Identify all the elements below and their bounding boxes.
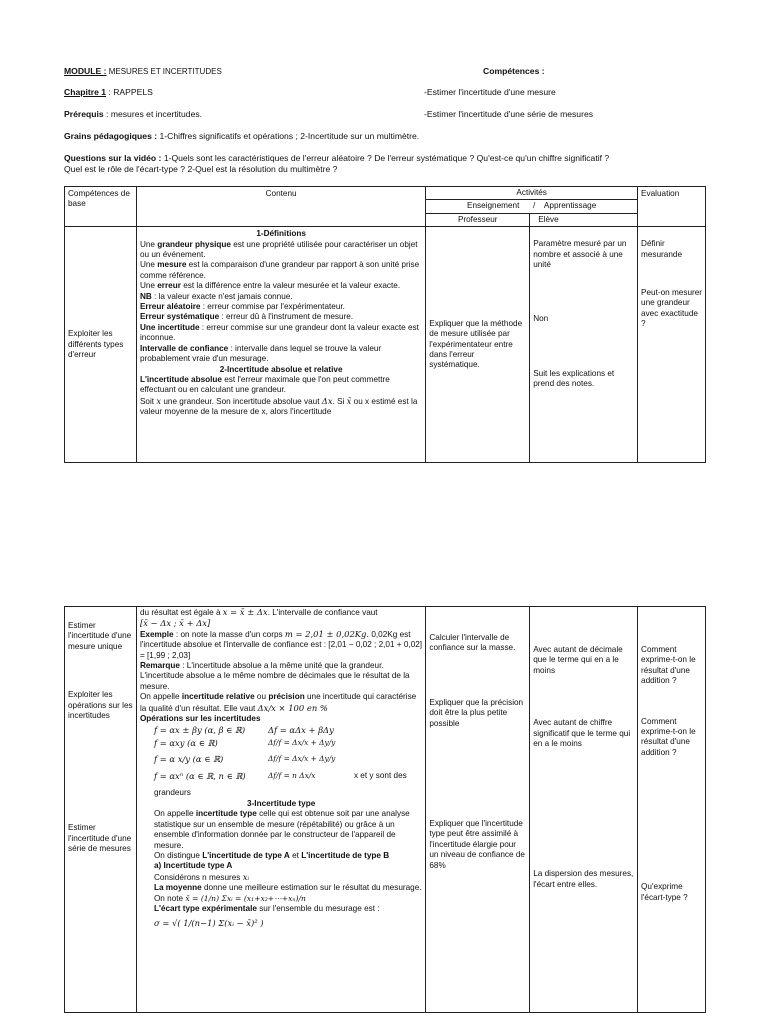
t2-type-a-consider: Considérons n mesures xᵢ xyxy=(153,871,250,882)
competence-1: -Estimer l'incertitude d'une mesure xyxy=(424,87,556,97)
t2-competences xyxy=(65,607,137,1013)
t2-prof-3: Expliquer que l'incertitude type peut être assimilé à l'incertitude élargie pour un niveau de confiance de 68% xyxy=(429,819,525,870)
prerequis-value: : mesures et incertitudes. xyxy=(103,109,203,119)
op-3: f = α x/y (α ∈ ℝ) xyxy=(153,754,224,765)
row1-eval-1: Définir mesurande xyxy=(641,239,682,259)
module-value: MESURES ET INCERTITUDES xyxy=(106,67,222,76)
module-line xyxy=(64,66,222,77)
t2-sigma-formula: σ = √( 1/(n−1) Σ(xᵢ − x̄)² ) xyxy=(153,918,264,929)
t2-evaluation xyxy=(638,607,706,1013)
t2-relative: On appelle incertitude relative ou précision une incertitude qui caractérise la qualité d'un résultat. Elle vaut Δx/x × 100 en % xyxy=(139,692,417,713)
def-nb: NB : la valeur exacte n'est jamais connue. xyxy=(139,291,293,301)
section-title-definitions: 1-Définitions xyxy=(256,229,306,239)
op-2: f = αxy (α ∈ ℝ) xyxy=(153,738,218,749)
head-eleve: Elève xyxy=(530,213,638,226)
def-soit: Soit x une grandeur. Son incertitude absolue vaut Δx. Si x̄ ou x estimé est la valeur moyenne de la mesure de x, alors l'incertitude xyxy=(139,395,418,417)
t2-comp-1: Estimer l'incertitude d'une mesure unique xyxy=(68,621,132,651)
t2-type-distinguish: On distingue L'incertitude de type A et L'incertitude de type B xyxy=(153,850,390,860)
row1-contenu xyxy=(136,227,425,463)
grains-line xyxy=(64,131,419,142)
def-erreur-aleatoire: Erreur aléatoire : erreur commise par l'expérimentateur. xyxy=(139,302,345,312)
t2-comp-2: Exploiter les opérations sur les incertitudes xyxy=(68,690,133,721)
module-label: MODULE : xyxy=(64,66,107,76)
head-enseignement-apprentissage: Enseignement / Apprentissage xyxy=(426,200,638,213)
op-4: f = αxⁿ (α ∈ ℝ, n ∈ ℝ) xyxy=(153,771,246,782)
def-grandeur: Une grandeur physique est une propriété utilisée pour caractériser un objet ou un événement. xyxy=(139,239,418,260)
t2-ecart-type: L'écart type expérimentale sur l'ensemble du mesurage est : xyxy=(153,903,380,913)
op-2b: Δf/f = Δx/x + Δy/y xyxy=(267,738,336,748)
questions-value-2: Quel est le rôle de l'écart-type ? 2-Quel est la résolution du multimètre ? xyxy=(64,164,338,174)
t2-prof-1: Calculer l'intervalle de confiance sur la masse. xyxy=(429,633,516,653)
t2-resultat: du résultat est égale à x = x̄ ± Δx. L'intervalle de confiance vaut xyxy=(139,607,378,617)
row1-professeur: Expliquer que la méthode de mesure utilisée par l'expérimentateur entre dans l'erreur systématique. xyxy=(426,227,530,463)
op-1: f = αx ± βy (α, β ∈ ℝ) xyxy=(153,725,246,736)
t2-type-a-title: a) Incertitude type A xyxy=(153,861,233,871)
pedagogy-table-2 xyxy=(64,606,706,1013)
questions-value: 1-Quels sont les caractéristiques de l'erreur aléatoire ? De l'erreur systématique ? Qu'est-ce qu'un chiffre significatif ? xyxy=(163,153,610,163)
head-professeur: Professeur xyxy=(426,213,530,226)
t2-prof-2: Expliquer que la précision doit être la plus petite possible xyxy=(429,697,524,728)
op-tail: x et y sont des xyxy=(353,771,407,781)
t2-eval-2: Comment exprime-t-on le résultat d'une addition ? xyxy=(641,716,696,757)
t2-intervalle: [x̄ − Δx ; x̄ + Δx] xyxy=(139,618,211,629)
t2-operations xyxy=(140,724,422,788)
prerequis-line xyxy=(64,109,202,120)
t2-eval-3: Qu'exprime l'écart-type ? xyxy=(641,882,688,902)
t2-eleve-1: Avec autant de décimale que le terme qui en a le moins xyxy=(533,645,623,675)
row1-eleve-1: Paramètre mesuré par un nombre et associé à une unité xyxy=(533,239,627,270)
chapitre-line xyxy=(64,87,153,98)
t2-grandeurs: grandeurs xyxy=(153,788,191,798)
row1-evaluation xyxy=(638,227,706,463)
questions-block xyxy=(64,153,724,175)
t2-contenu xyxy=(136,607,425,1013)
chapitre-value: : RAPPELS xyxy=(106,87,153,97)
pedagogy-table-1 xyxy=(64,186,706,463)
head-evaluation: Evaluation xyxy=(638,187,706,227)
row1-eleve-2: Non xyxy=(533,314,549,324)
t2-eleve-2: Avec autant de chiffre significatif que le terme qui en a le moins xyxy=(533,718,631,749)
row1-competence: Exploiter les différents types d'erreur xyxy=(65,227,137,463)
t2-eval-1: Comment exprime-t-on le résultat d'une addition ? xyxy=(641,645,696,686)
def-erreur-systematique: Erreur systématique : erreur dû à l'instrument de mesure. xyxy=(139,312,354,322)
head-contenu: Contenu xyxy=(136,187,425,227)
def-mesure: Une mesure est la comparaison d'une grandeur par rapport à son unité prise comme référence. xyxy=(139,260,420,280)
t2-type-def: On appelle incertitude type celle qui est obtenue soit par une analyse statistique sur un ensemble de mesure (répétabilité) ou grâce à un ensemble d'information donnée par le constructeur de l'appareil de mesure. xyxy=(153,809,410,850)
grains-label: Grains pédagogiques : xyxy=(64,131,160,141)
t2-comp-3: Estimer l'incertitude d'une série de mesures xyxy=(68,823,132,854)
row1-eleve xyxy=(530,227,638,463)
def-incertitude: Une incertitude : erreur commise sur une grandeur dont la valeur exacte est inconnue. xyxy=(139,322,419,343)
t2-eleve-3: La dispersion des mesures, l'écart entre elles. xyxy=(533,869,634,889)
grains-value: 1-Chiffres significatifs et opérations ; 2-Incertitude sur un multimètre. xyxy=(159,131,420,141)
def-incertitude-absolue: L'incertitude absolue est l'erreur maximale que l'on peut commettre effectuant ou en calculant une grandeur. xyxy=(139,374,390,395)
t2-remarque: Remarque : L'incertitude absolue a la même unité que la grandeur. L'incertitude absolue a le même nombre de décimales que le résultat de la mesure. xyxy=(139,661,410,691)
prerequis-label: Prérequis xyxy=(64,109,104,119)
row1-eval-2: Peut-on mesurer une grandeur avec exactitude ? xyxy=(641,288,703,329)
op-3b: Δf/f = Δx/x + Δy/y xyxy=(267,754,336,764)
t2-exemple: Exemple : on note la masse d'un corps m = 2,01 ± 0,02Kg. 0,02Kg est l'incertitude absolue et l'intervalle de confiance est : [2,01 − 0,02 ; 2,01 + 0,02] = [1,99 ; 2,03] xyxy=(139,628,423,660)
t2-type-block xyxy=(140,809,422,928)
section-title-incertitude: 2-Incertitude absolue et relative xyxy=(219,364,343,374)
competence-2: -Estimer l'incertitude d'une série de mesures xyxy=(424,109,594,119)
head-activites: Activités xyxy=(426,187,638,200)
t2-section-incertitude-type: 3-Incertitude type xyxy=(247,798,316,808)
t2-operations-title: Opérations sur les incertitudes xyxy=(139,714,261,724)
chapitre-label: Chapitre 1 xyxy=(64,87,107,97)
op-1b: Δf = αΔx + βΔy xyxy=(267,725,334,736)
def-erreur: Une erreur est la différence entre la valeur mesurée et la valeur exacte. xyxy=(139,281,401,291)
t2-moyenne: La moyenne donne une meilleure estimation sur le résultat du mesurage. On note x̄ = (1/n) Σxᵢ = (x₁+x₂+⋯+xₙ)/n xyxy=(153,883,422,903)
t2-eleve xyxy=(530,607,638,1013)
competences-label: Compétences : xyxy=(483,66,545,76)
head-competences: Compétences de base xyxy=(65,187,137,227)
questions-label: Questions sur la vidéo : xyxy=(64,153,164,163)
op-4b: Δf/f = n Δx/x xyxy=(267,771,316,781)
t2-professeur xyxy=(426,607,530,1013)
row1-eleve-3: Suit les explications et prend des notes. xyxy=(533,368,615,389)
def-intervalle: Intervalle de confiance : intervalle dans lequel se trouve la valeur probablement vraie d'un mesurage. xyxy=(139,343,382,364)
